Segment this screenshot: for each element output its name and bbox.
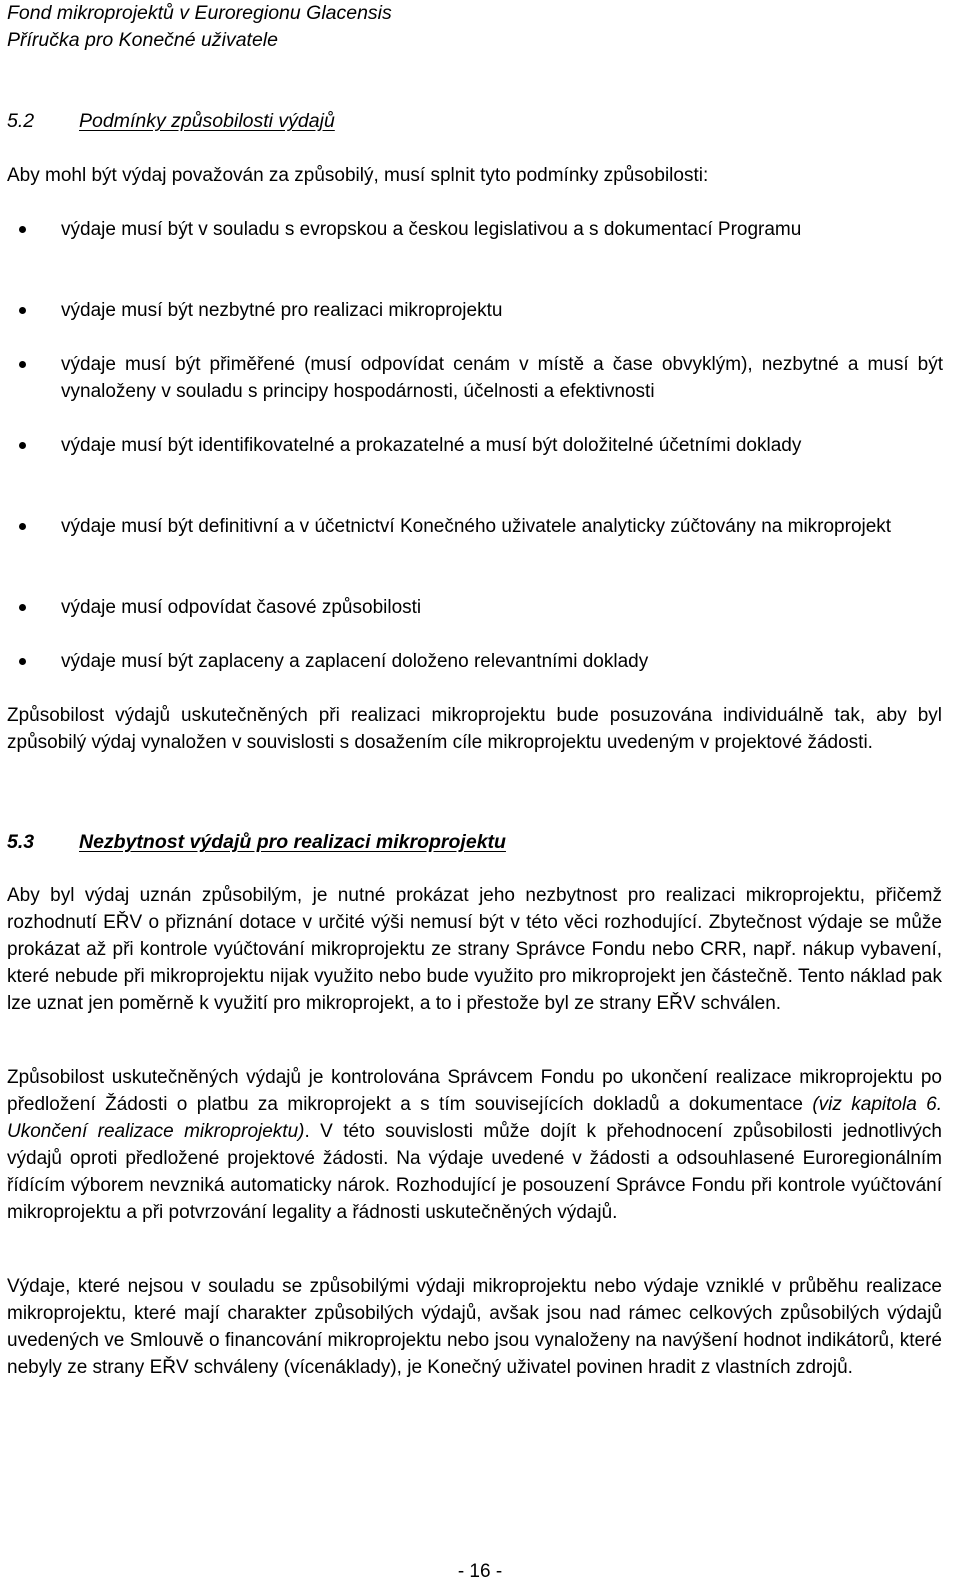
bullet-icon <box>19 307 26 314</box>
section-5-2-heading <box>7 108 335 134</box>
list-item-text: výdaje musí být definitivní a v účetnictví Konečného uživatele analyticky zúčtovány na mikroprojekt <box>61 516 892 537</box>
bullet-icon <box>19 361 26 368</box>
list-item-text: výdaje musí být identifikovatelné a prokazatelné a musí být doložitelné účetními doklady <box>61 435 802 456</box>
list-item-text: výdaje musí být nezbytné pro realizaci mikroprojektu <box>61 300 503 321</box>
bullet-icon <box>19 442 26 449</box>
bullet-icon <box>19 226 26 233</box>
section-5-2-intro: Aby mohl být výdaj považován za způsobilý, musí splnit tyto podmínky způsobilosti: <box>7 165 709 186</box>
section-5-3-paragraph-1: Aby byl výdaj uznán způsobilým, je nutné prokázat jeho nezbytnost pro realizaci mikroprojektu, přičemž rozhodnutí EŘV o přiznání dotace v určité výši nemusí být v této věci rozhodující. Zbytečnost výdaje se může prokázat až při kontrole vyúčtování mikroprojektu ze strany Správce Fondu nebo CRR, např. nákup vybavení, které nebude při mikroprojektu nijak využito nebo bude využito pro mikroprojekt jen částečně. Tento náklad pak lze uznat jen poměrně k využití pro mikroprojekt, a to i přestože byl ze strany EŘV schválen. <box>7 885 942 1014</box>
running-header <box>7 0 392 54</box>
chapter-reference: (viz kapitola 6. Ukončení realizace mikroprojektu) <box>7 1094 942 1142</box>
list-item-text: výdaje musí být zaplaceny a zaplacení doloženo relevantními doklady <box>61 651 649 672</box>
bullet-icon <box>19 523 26 530</box>
section-5-3-paragraph-3: Výdaje, které nejsou v souladu se způsobilými výdaji mikroprojektu nebo výdaje vzniklé v průběhu realizace mikroprojektu, které mají charakter způsobilých výdajů, avšak jsou nad rámec celkových způsobilých výdajů uvedených ve Smlouvě o financování mikroprojektu nebo jsou vynaloženy na navýšení hodnot indikátorů, které nebyly ze strany EŘV schváleny (vícenáklady), je Konečný uživatel povinen hradit z vlastních zdrojů. <box>7 1276 942 1378</box>
bullet-icon <box>19 658 26 665</box>
list-item-text: výdaje musí být přiměřené (musí odpovídat cenám v místě a čase obvyklým), nezbytné a musí být vynaloženy v souladu s principy hospodárnosti, účelnosti a efektivnosti <box>61 354 943 402</box>
section-5-2-title: Podmínky způsobilosti výdajů <box>79 110 335 132</box>
section-5-3-heading <box>7 829 506 855</box>
section-5-3-number: 5.3 <box>7 831 35 853</box>
section-5-2-closing: Způsobilost výdajů uskutečněných při realizaci mikroprojektu bude posuzována individuálně tak, aby byl způsobilý výdaj vynaložen v souvislosti s dosažením cíle mikroprojektu uvedeným v projektové žádosti. <box>7 705 942 753</box>
section-5-3-title: Nezbytnost výdajů pro realizaci mikroprojektu <box>79 831 506 853</box>
section-5-3-paragraph-2 <box>7 1064 942 1226</box>
paragraph-2-text-start: Způsobilost uskutečněných výdajů je kontrolována Správcem Fondu po ukončení realizace mikroprojektu po předložení Žádosti o platbu za mikroprojekt a s tím souvisejících dokladů a dokumentace <box>7 1067 942 1115</box>
page-number: - 16 - <box>457 1561 503 1582</box>
header-fund-title: Fond mikroprojektů v Euroregionu Glacensis <box>7 2 392 24</box>
list-item-text: výdaje musí být v souladu s evropskou a českou legislativou a s dokumentací Programu <box>61 219 802 240</box>
section-5-2-number: 5.2 <box>7 110 35 132</box>
list-item-text: výdaje musí odpovídat časové způsobilosti <box>61 597 422 618</box>
header-manual-title: Příručka pro Konečné uživatele <box>7 29 278 51</box>
bullet-icon <box>19 604 26 611</box>
paragraph-2-text-end: . V této souvislosti může dojít k přehodnocení způsobilosti jednotlivých výdajů oproti předložené projektové žádosti. Na výdaje uvedené v žádosti a odsouhlasené Euroregionálním řídícím výborem nevzniká automaticky nárok. Rozhodující je posouzení Správce Fondu při kontrole vyúčtování mikroprojektu a při potvrzování legality a řádnosti uskutečněných výdajů. <box>7 1121 942 1223</box>
